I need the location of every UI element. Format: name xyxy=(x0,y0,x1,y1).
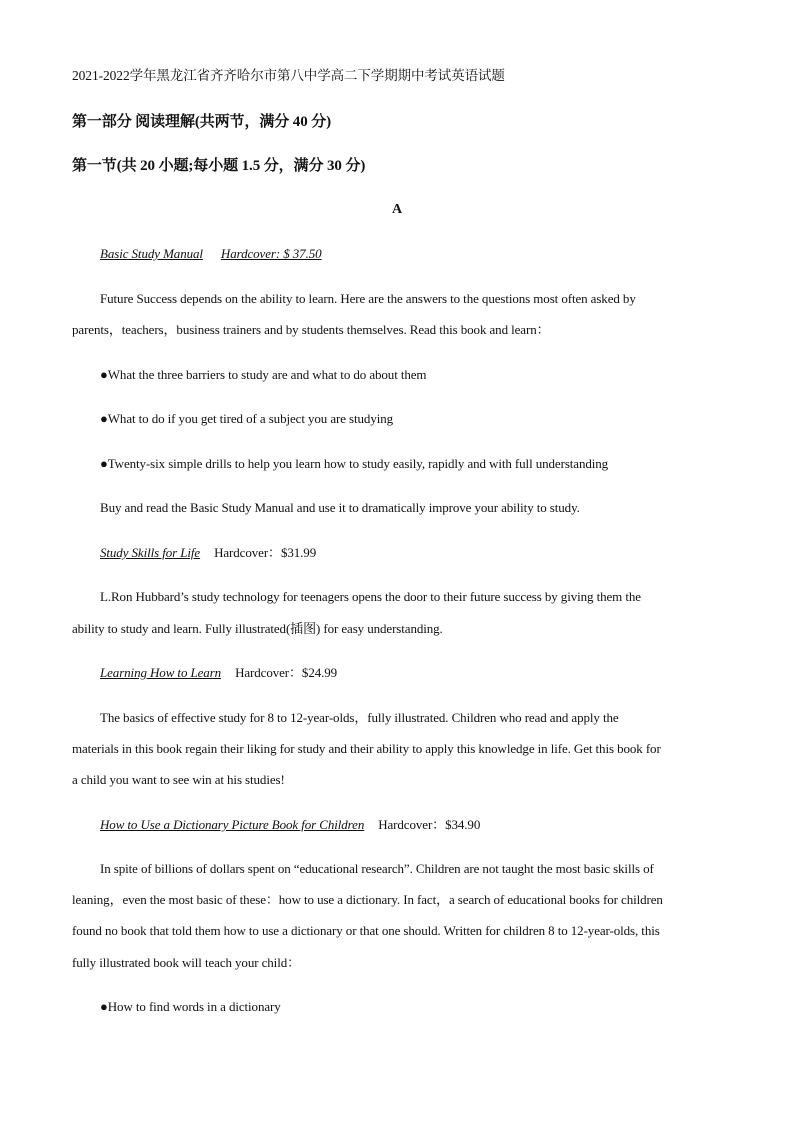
exam-title: 2021-2022学年黑龙江省齐齐哈尔市第八中学高二下学期期中考试英语试题 xyxy=(72,68,505,83)
book3-price: Hardcover：$24.99 xyxy=(235,665,338,680)
book1-closing: Buy and read the Basic Study Manual and use it to dramatically improve your ability to study. xyxy=(100,500,580,515)
part-title: 第一部分 阅读理解(共两节，满分 40 分) xyxy=(72,114,332,130)
book1-title: Basic Study Manual xyxy=(100,246,203,261)
book4-line4: fully illustrated book will teach your child： xyxy=(72,955,301,970)
book2-price: Hardcover：$31.99 xyxy=(214,545,317,560)
book4-price: Hardcover：$34.90 xyxy=(378,817,481,832)
book4-bullet1: ●How to find words in a dictionary xyxy=(100,999,281,1014)
book3-heading xyxy=(100,664,722,682)
book1-bullet3: ●Twenty-six simple drills to help you learn how to study easily, rapidly and with full understanding xyxy=(100,456,609,471)
book1-bullet1: ●What the three barriers to study are and what to do about them xyxy=(100,367,427,382)
book1-bullet2: ●What to do if you get tired of a subject you are studying xyxy=(100,411,394,426)
book1-para-line1: Future Success depends on the ability to learn. Here are the answers to the questions most often asked by xyxy=(100,291,636,306)
book4-line3: found no book that told them how to use a dictionary or that one should. Written for children 8 to 12-year-olds, this xyxy=(72,923,660,938)
section-title: 第一节(共 20 小题;每小题 1.5 分，满分 30 分) xyxy=(72,158,366,174)
book1-heading xyxy=(100,245,722,263)
book2-heading xyxy=(100,544,722,562)
book3-line3: a child you want to see win at his studies! xyxy=(72,772,285,787)
book4-title: How to Use a Dictionary Picture Book for Children xyxy=(100,817,365,832)
book4-line2: leaning，even the most basic of these：how to use a dictionary. In fact，a search of educational books for children xyxy=(72,892,663,907)
book1-price: Hardcover: $ 37.50 xyxy=(220,246,322,261)
passage-label: A xyxy=(391,202,402,217)
book4-line1: In spite of billions of dollars spent on “educational research”. Children are not taught the most basic skills of xyxy=(100,861,654,876)
book3-title: Learning How to Learn xyxy=(100,665,222,680)
book4-heading xyxy=(100,816,722,834)
book1-para-line2: parents，teachers，business trainers and by students themselves. Read this book and learn： xyxy=(72,322,550,337)
book2-line2: ability to study and learn. Fully illustrated(插图) for easy understanding. xyxy=(72,621,443,636)
book2-title: Study Skills for Life xyxy=(100,545,201,560)
book3-line1: The basics of effective study for 8 to 12-year-olds，fully illustrated. Children who read and apply the xyxy=(100,710,619,725)
book2-line1: L.Ron Hubbard’s study technology for teenagers opens the door to their future success by giving them the xyxy=(100,589,641,604)
book3-line2: materials in this book regain their liking for study and their ability to apply this knowledge in life. Get this book for xyxy=(72,741,661,756)
